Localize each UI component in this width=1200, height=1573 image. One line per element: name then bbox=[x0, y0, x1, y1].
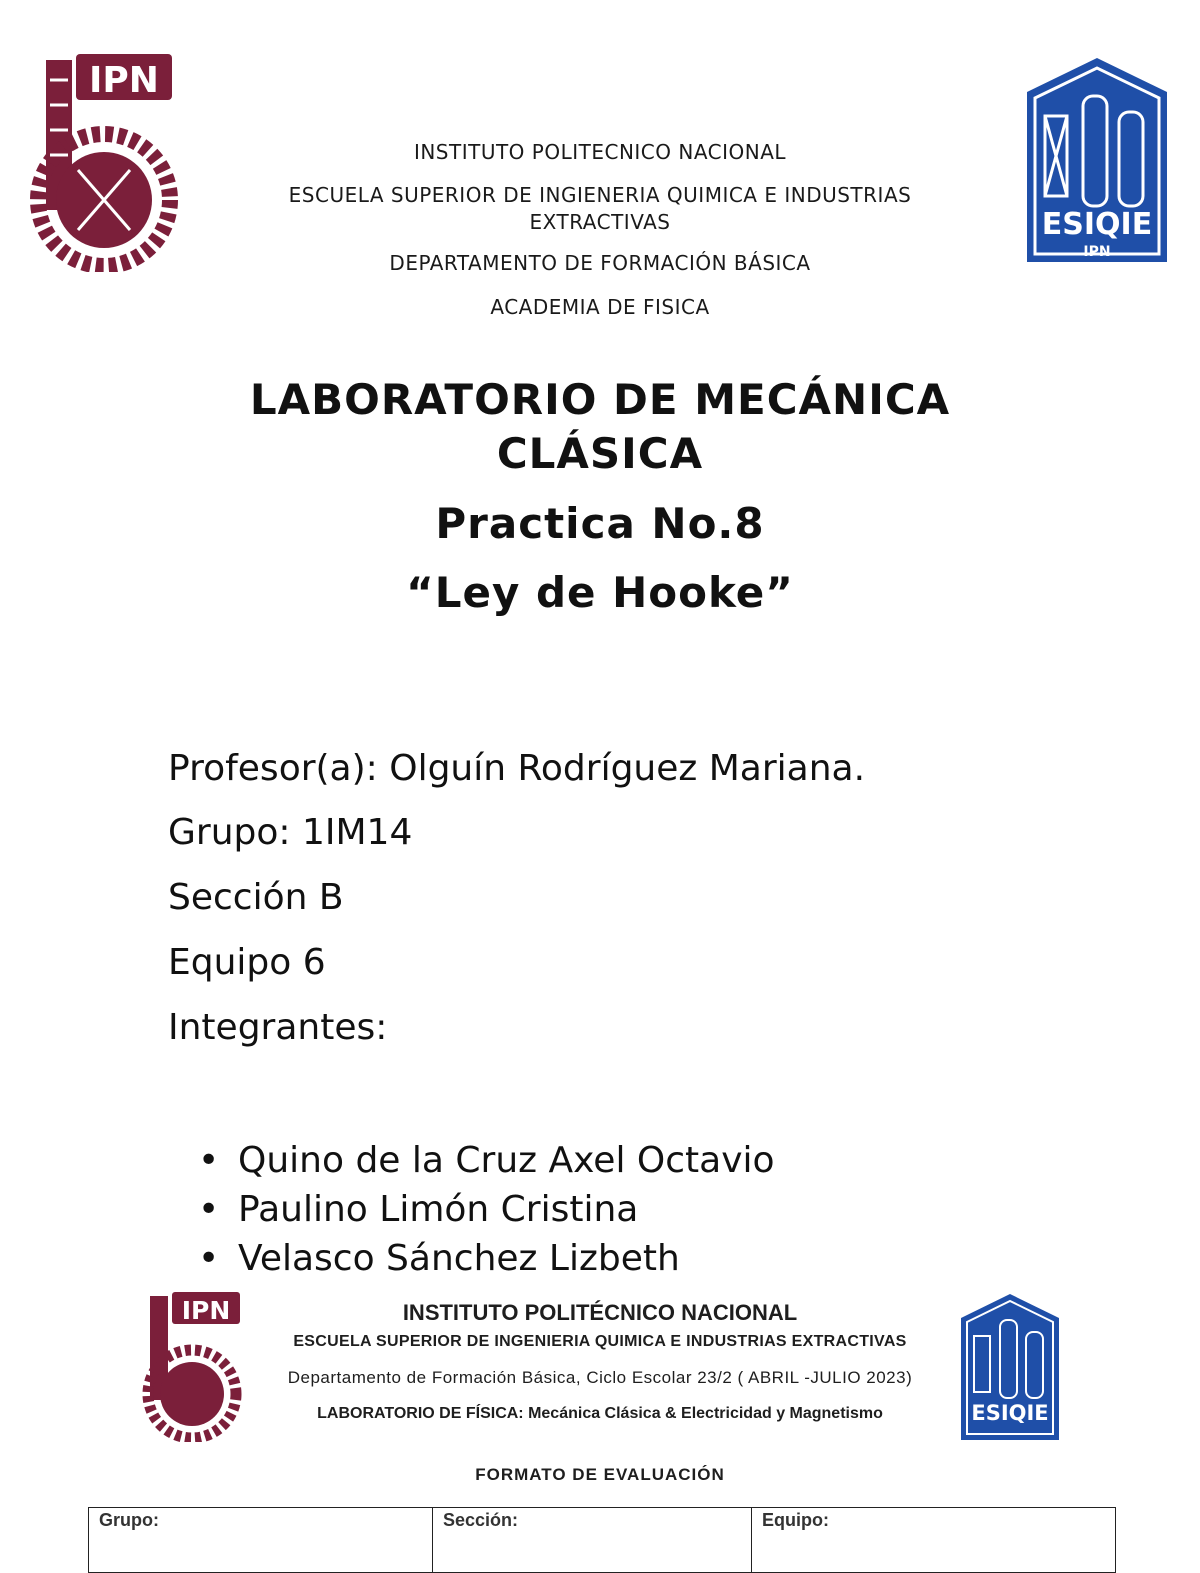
esiqie-logo-text: ESIQIE bbox=[1041, 207, 1153, 242]
members-label: Integrantes: bbox=[168, 1007, 388, 1048]
evaluation-table bbox=[88, 1507, 1116, 1573]
esiqie-logo-small bbox=[958, 1292, 1062, 1442]
esiqie-logo-small-text: ESIQIE bbox=[971, 1401, 1049, 1425]
team: Equipo 6 bbox=[168, 942, 326, 983]
second-header-institute: INSTITUTO POLITÉCNICO NACIONAL bbox=[402, 1300, 798, 1325]
eval-cell-group: Grupo: bbox=[89, 1508, 433, 1573]
esiqie-logo-subtext: IPN bbox=[1083, 244, 1111, 260]
practice-number: Practica No.8 bbox=[435, 499, 765, 548]
group: Grupo: 1IM14 bbox=[168, 812, 413, 853]
section: Sección B bbox=[168, 877, 344, 918]
title-line1: LABORATORIO DE MECÁNICA bbox=[249, 375, 951, 424]
ipn-logo-small-text: IPN bbox=[181, 1296, 231, 1325]
second-header-lab: LABORATORIO DE FÍSICA: Mecánica Clásica & Electricidad y Magnetismo bbox=[317, 1405, 883, 1422]
evaluation-title: FORMATO DE EVALUACIÓN bbox=[475, 1465, 725, 1484]
table-row bbox=[89, 1508, 1116, 1573]
eval-cell-section: Sección: bbox=[433, 1508, 752, 1573]
header-institute: INSTITUTO POLITECNICO NACIONAL bbox=[413, 140, 787, 164]
members-list bbox=[198, 1136, 775, 1283]
ipn-logo bbox=[28, 50, 180, 272]
eval-cell-team: Equipo: bbox=[752, 1508, 1116, 1573]
list-item: • Paulino Limón Cristina bbox=[198, 1185, 775, 1234]
header-school: ESCUELA SUPERIOR DE INGIENERIA QUIMICA E INDUSTRIAS EXTRACTIVAS bbox=[288, 183, 912, 234]
list-item: • Quino de la Cruz Axel Octavio bbox=[198, 1136, 775, 1185]
practice-topic: “Ley de Hooke” bbox=[406, 568, 794, 617]
ipn-logo-text: IPN bbox=[89, 60, 159, 101]
title-line2: CLÁSICA bbox=[496, 429, 704, 478]
esiqie-logo bbox=[1023, 56, 1171, 264]
second-header-school: ESCUELA SUPERIOR DE INGENIERIA QUIMICA E INDUSTRIAS EXTRACTIVAS bbox=[293, 1333, 907, 1350]
second-header-cycle: Departamento de Formación Básica, Ciclo Escolar 23/2 ( ABRIL -JULIO 2023) bbox=[287, 1368, 913, 1387]
list-item: • Velasco Sánchez Lizbeth bbox=[198, 1234, 775, 1283]
header-academy: ACADEMIA DE FISICA bbox=[490, 295, 710, 319]
ipn-logo-small bbox=[138, 1290, 246, 1442]
professor: Profesor(a): Olguín Rodríguez Mariana. bbox=[168, 748, 866, 789]
header-department: DEPARTAMENTO DE FORMACIÓN BÁSICA bbox=[389, 251, 811, 275]
